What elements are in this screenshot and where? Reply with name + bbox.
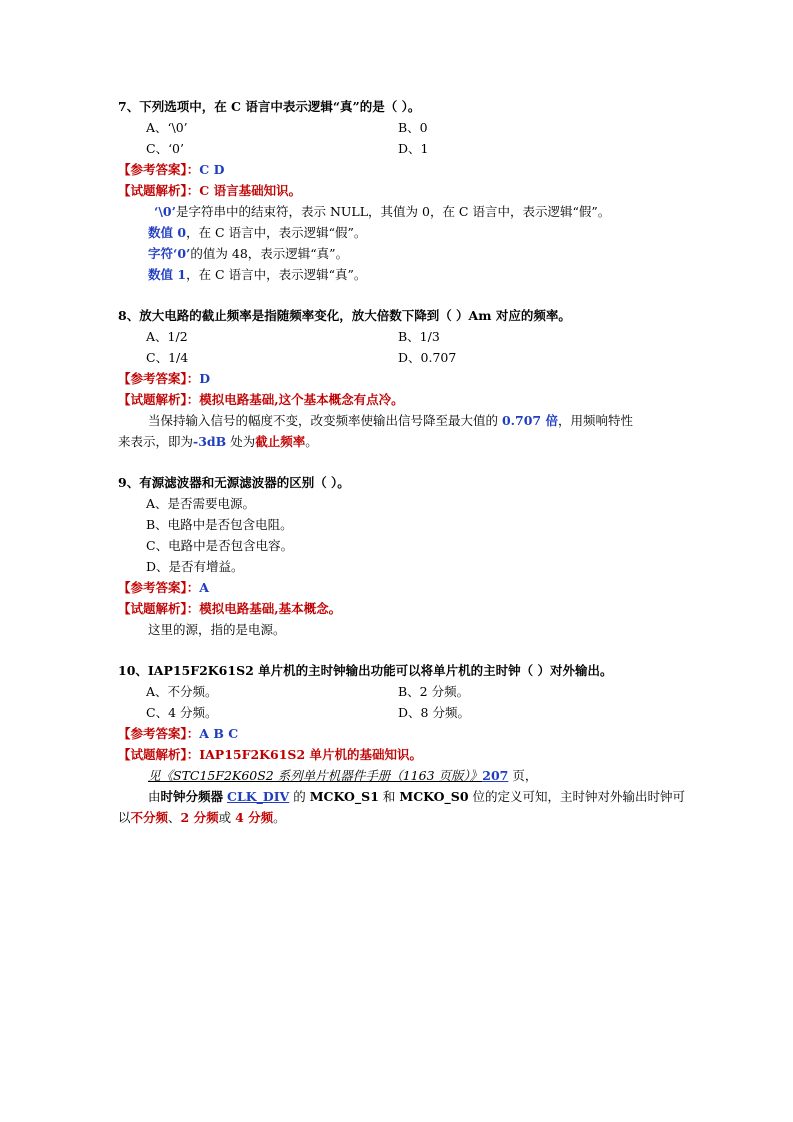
analysis-label: 【试题解析】： [118, 747, 200, 762]
analysis-para-line-2: 来表示，即为-3dB 处为截止频率。 [118, 434, 318, 449]
option-a: A、‘\0’ [146, 120, 188, 135]
option-c: C、电路中是否包含电容。 [146, 538, 294, 553]
option-c: C、‘0’ [146, 141, 184, 156]
analysis-line-1: ‘\0’是字符串中的结束符，表示 NULL，其值为 0，在 C 语言中，表示逻辑“假”。 [154, 204, 611, 219]
analysis-row [118, 391, 404, 409]
option-b: B、电路中是否包含电阻。 [146, 517, 293, 532]
analysis-para-line-1: 见《STC15F2K60S2 系列单片机器件手册（1163 页版）》207 页， [148, 768, 538, 783]
clk-div-link[interactable]: CLK_DIV [227, 789, 290, 804]
option-a: A、不分频。 [146, 684, 218, 699]
option-c: C、1/4 [146, 350, 189, 365]
answer-value: A B C [199, 726, 239, 741]
analysis-text: IAP15F2K61S2 单片机的基础知识。 [199, 747, 423, 762]
analysis-label: 【试题解析】： [118, 392, 200, 407]
analysis-text: 模拟电路基础,基本概念。 [199, 601, 342, 616]
analysis-para-line-1: 当保持输入信号的幅度不变，改变频率使输出信号降至最大值的 0.707 倍，用频响特性 [148, 413, 633, 428]
analysis-para-line-2: 由时钟分频器 CLK_DIV 的 MCKO_S1 和 MCKO_S0 位的定义可知，主时钟对外输出时钟可 [148, 789, 686, 804]
answer-row [118, 161, 224, 179]
answer-label: 【参考答案】： [118, 580, 200, 595]
answer-label: 【参考答案】： [118, 726, 200, 741]
analysis-line-2: 数值 0，在 C 语言中，表示逻辑“假”。 [148, 225, 367, 240]
option-a: A、1/2 [146, 329, 188, 344]
analysis-para-line-3: 以不分频、2 分频或 4 分频。 [118, 810, 286, 825]
option-b: B、2 分频。 [398, 684, 470, 699]
answer-value: D [199, 371, 211, 386]
analysis-text: 模拟电路基础,这个基本概念有点冷。 [199, 392, 404, 407]
option-d: D、8 分频。 [398, 705, 470, 720]
analysis-line-4: 数值 1，在 C 语言中，表示逻辑“真”。 [148, 267, 367, 282]
analysis-label: 【试题解析】： [118, 183, 200, 198]
answer-row [118, 725, 238, 743]
analysis-row [118, 182, 301, 200]
answer-label: 【参考答案】： [118, 162, 200, 177]
analysis-label: 【试题解析】： [118, 601, 200, 616]
question-title: 9、有源滤波器和无源滤波器的区别（ ）。 [118, 475, 350, 490]
option-b: B、0 [398, 120, 428, 135]
analysis-row [118, 600, 341, 618]
answer-label: 【参考答案】： [118, 371, 200, 386]
analysis-row [118, 746, 422, 764]
question-title: 10、IAP15F2K61S2 单片机的主时钟输出功能可以将单片机的主时钟（ ）对外输出。 [118, 663, 613, 678]
answer-row [118, 579, 209, 597]
option-d: D、0.707 [398, 350, 457, 365]
analysis-para-line-1: 这里的源，指的是电源。 [148, 622, 286, 637]
answer-row [118, 370, 210, 388]
page-number-link[interactable]: 207 [482, 768, 509, 783]
question-title: 7、下列选项中，在 C 语言中表示逻辑“真”的是（ ）。 [118, 99, 421, 114]
answer-value: A [199, 580, 209, 595]
question-title: 8、放大电路的截止频率是指随频率变化，放大倍数下降到（ ）Am 对应的频率。 [118, 308, 571, 323]
analysis-line-3: 字符‘0’的值为 48，表示逻辑“真”。 [148, 246, 349, 261]
analysis-text: C 语言基础知识。 [199, 183, 302, 198]
option-b: B、1/3 [398, 329, 440, 344]
answer-value: C D [199, 162, 225, 177]
option-d: D、是否有增益。 [146, 559, 244, 574]
option-d: D、1 [398, 141, 429, 156]
manual-reference-link[interactable]: 见《STC15F2K60S2 系列单片机器件手册（1163 页版）》 [148, 768, 483, 783]
option-c: C、4 分频。 [146, 705, 218, 720]
option-a: A、是否需要电源。 [146, 496, 256, 511]
